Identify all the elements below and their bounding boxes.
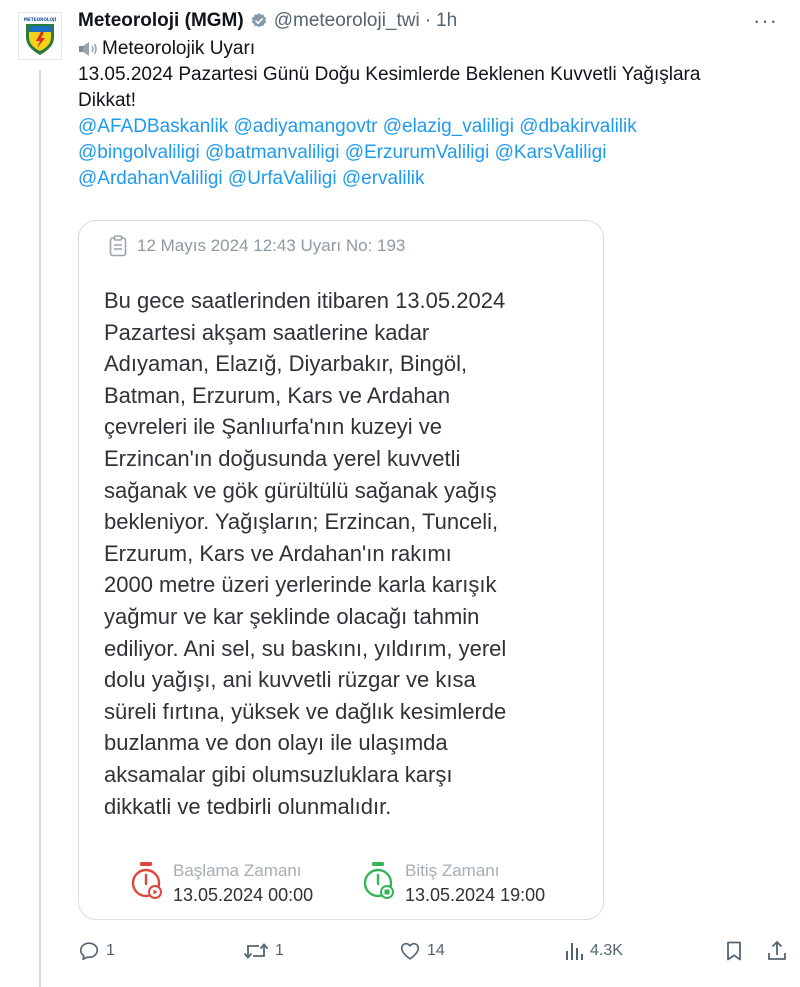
card-body bbox=[104, 285, 506, 822]
bookmark-button[interactable] bbox=[724, 940, 750, 962]
thread-line bbox=[39, 70, 41, 987]
card-body-line: Bu gece saatlerinden itibaren 13.05.2024 bbox=[104, 288, 506, 313]
card-body-line: çevreleri ile Şanlıurfa'nın kuzeyi ve bbox=[104, 414, 443, 440]
retweet-button[interactable] bbox=[243, 940, 284, 962]
tweet-time[interactable]: 1h bbox=[436, 10, 458, 31]
share-icon bbox=[766, 940, 788, 962]
bookmark-icon bbox=[724, 940, 744, 962]
card-body-line: Erzincan'ın doğusunda yerel kuvvetli bbox=[104, 445, 461, 471]
mention-link[interactable]: @ervalilik bbox=[341, 168, 425, 189]
mention-link[interactable]: @bingolvaliligi bbox=[78, 142, 200, 163]
tweet-content bbox=[78, 6, 778, 192]
mention-link[interactable]: @elazig_valiligi bbox=[382, 116, 514, 137]
card-body-line: yağmur ve kar şeklinde olacağı tahmin bbox=[104, 603, 480, 629]
more-options-icon[interactable]: ··· bbox=[753, 8, 778, 33]
mention-row bbox=[78, 140, 778, 166]
tweet-title: Meteorolojik Uyarı bbox=[102, 38, 256, 59]
analytics-icon bbox=[564, 940, 584, 962]
tweet-header bbox=[78, 6, 778, 36]
stopwatch-end-icon bbox=[361, 861, 395, 906]
stopwatch-start-icon bbox=[129, 861, 163, 906]
action-bar bbox=[78, 940, 790, 964]
card-body-line: ediliyor. Ani sel, su baskını, yıldırım, yerel bbox=[104, 635, 507, 661]
reply-button[interactable] bbox=[78, 940, 115, 962]
card-body-line: bekleniyor. Yağışların; Erzincan, Tunceli, bbox=[104, 509, 499, 535]
mention-link[interactable]: @batmanvaliligi bbox=[205, 142, 340, 163]
like-count: 14 bbox=[427, 942, 445, 959]
mgm-logo-icon bbox=[19, 13, 61, 59]
card-body-line: 2000 metre üzeri yerlerinde karla karışık bbox=[104, 572, 497, 598]
mention-link[interactable]: @KarsValiligi bbox=[494, 142, 607, 163]
author-handle[interactable]: @meteoroloji_twi bbox=[273, 10, 420, 31]
start-value: 13.05.2024 00:00 bbox=[173, 885, 314, 905]
mention-link[interactable]: @ArdahanValiligi bbox=[78, 168, 223, 189]
clipboard-icon bbox=[109, 235, 127, 257]
author-name[interactable]: Meteoroloji (MGM) bbox=[78, 10, 244, 31]
card-body-line: süreli fırtına, yüksek ve dağlık kesimlerde bbox=[104, 698, 507, 724]
end-value: 13.05.2024 19:00 bbox=[405, 885, 546, 905]
views-button[interactable] bbox=[564, 940, 623, 962]
like-button[interactable] bbox=[399, 940, 445, 962]
views-count: 4.3K bbox=[590, 942, 623, 959]
card-body-line: aksamalar gibi olumsuzluklara karşı bbox=[104, 761, 453, 787]
mention-row bbox=[78, 114, 778, 140]
retweet-icon bbox=[243, 940, 269, 962]
reply-count: 1 bbox=[106, 942, 115, 959]
tweet-line-3: Dikkat! bbox=[78, 90, 137, 111]
card-body-line: dikkatli ve tedbirli olunmalıdır. bbox=[104, 793, 392, 819]
separator-dot: · bbox=[424, 10, 432, 31]
card-body-line: buzlanma ve don olayı ile ulaşımda bbox=[104, 730, 448, 756]
mention-row bbox=[78, 166, 778, 192]
heart-icon bbox=[399, 940, 421, 962]
mention-link[interactable]: @UrfaValiligi bbox=[227, 168, 337, 189]
card-body-line: Pazartesi akşam saatlerine kadar bbox=[104, 319, 430, 345]
end-label: Bitiş Zamanı bbox=[405, 861, 500, 880]
retweet-count: 1 bbox=[275, 942, 284, 959]
mention-link[interactable]: @AFADBaskanlik bbox=[78, 116, 229, 137]
verified-badge-icon bbox=[250, 12, 268, 30]
mention-link[interactable]: @ErzurumValiligi bbox=[344, 142, 490, 163]
mention-link[interactable]: @adiyamangovtr bbox=[233, 116, 378, 137]
tweet-text bbox=[78, 36, 778, 192]
share-button[interactable] bbox=[766, 940, 794, 962]
card-body-line: Erzurum, Kars ve Ardahan'ın rakımı bbox=[104, 540, 452, 566]
avatar[interactable] bbox=[18, 12, 62, 60]
avatar-lettering: METEOROLOJİ bbox=[23, 17, 57, 22]
warning-card[interactable] bbox=[78, 220, 604, 920]
card-body-line: dolu yağışı, ani kuvvetli rüzgar ve kısa bbox=[104, 667, 476, 693]
speaker-icon bbox=[78, 40, 100, 58]
tweet-line-1 bbox=[78, 36, 778, 62]
reply-icon bbox=[78, 940, 100, 962]
card-header-text: 12 Mayıs 2024 12:43 Uyarı No: 193 bbox=[137, 236, 406, 255]
tweet-line-2: 13.05.2024 Pazartesi Günü Doğu Kesimlerde Beklenen Kuvvetli Yağışlara bbox=[78, 64, 701, 85]
card-body-line: Batman, Erzurum, Kars ve Ardahan bbox=[104, 382, 451, 408]
card-body-line: Adıyaman, Elazığ, Diyarbakır, Bingöl, bbox=[104, 351, 468, 377]
mention-link[interactable]: @dbakirvalilik bbox=[519, 116, 637, 137]
card-body-line: sağanak ve gök gürültülü sağanak yağış bbox=[104, 477, 497, 503]
start-label: Başlama Zamanı bbox=[173, 861, 302, 880]
card-header bbox=[109, 235, 405, 257]
